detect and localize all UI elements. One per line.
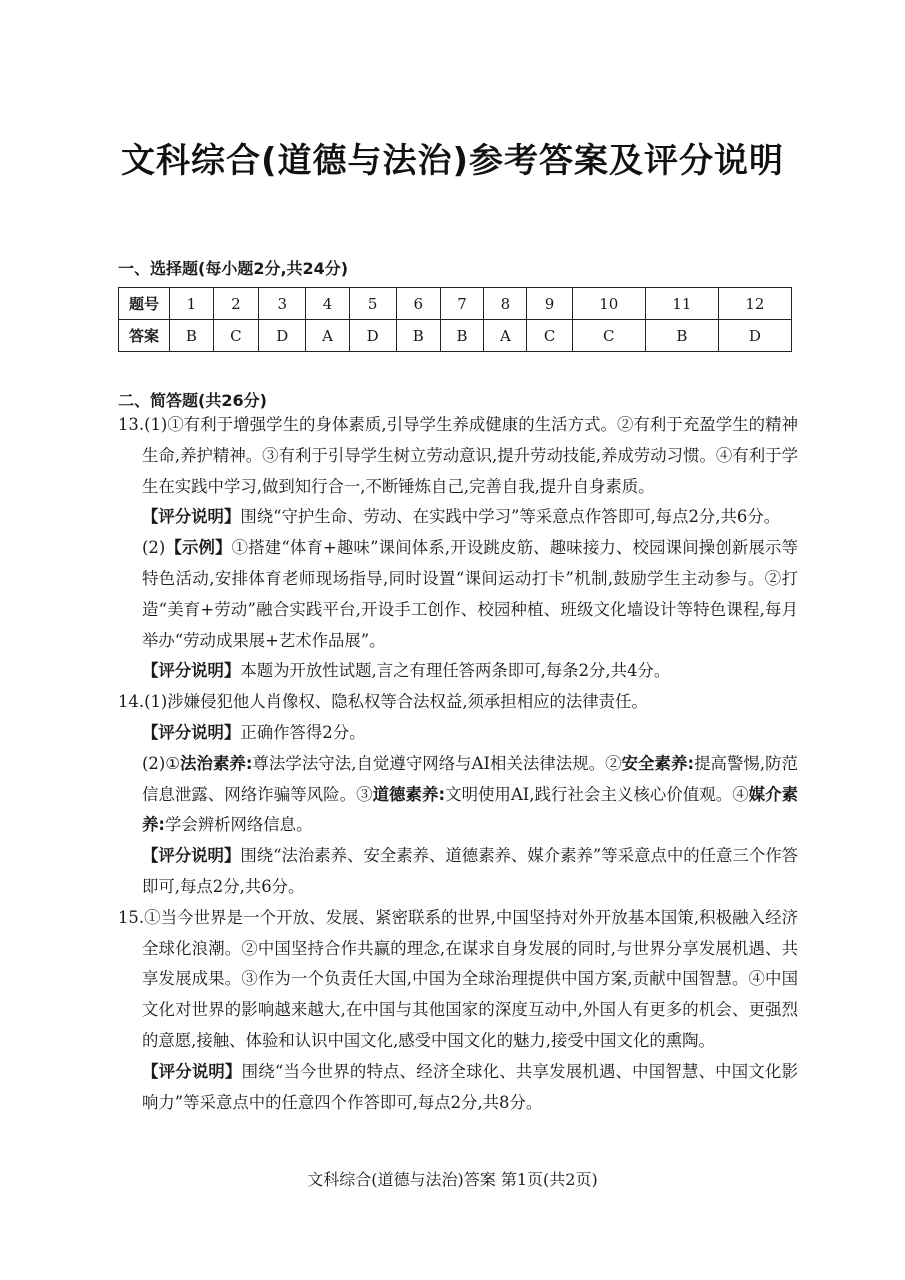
- keyword: 安全素养:: [621, 753, 695, 773]
- table-cell: 5: [349, 288, 396, 320]
- table-cell: D: [349, 320, 396, 352]
- table-cell: 2: [213, 288, 258, 320]
- table-cell: 4: [306, 288, 349, 320]
- q13-part2: [118, 533, 798, 656]
- row-label-numbers: 题号: [119, 288, 170, 320]
- page-footer: 文科综合(道德与法治)答案 第1页(共2页): [307, 1170, 598, 1189]
- example-tag: 【示例】: [165, 538, 232, 558]
- answer-table: [118, 287, 792, 352]
- q14-scoring-2: [118, 841, 798, 903]
- page-title: 文科综合(道德与法治)参考答案及评分说明: [120, 141, 785, 181]
- table-cell: B: [440, 320, 484, 352]
- scoring-tag: 【评分说明】: [142, 722, 241, 742]
- text-run: 学会辨析网络信息。: [164, 815, 313, 835]
- table-cell: C: [213, 320, 258, 352]
- q13-scoring-2: [118, 656, 798, 687]
- scoring-tag: 【评分说明】: [142, 507, 241, 527]
- scoring-text: 正确作答得2分。: [240, 722, 366, 742]
- scoring-tag: 【评分说明】: [142, 846, 241, 866]
- table-cell: 11: [645, 288, 718, 320]
- keyword: 道德素养:: [372, 784, 446, 804]
- table-cell: D: [718, 320, 791, 352]
- section-2-heading: 二、简答题(共26分): [118, 391, 267, 410]
- table-cell: 1: [170, 288, 214, 320]
- table-cell: 12: [718, 288, 791, 320]
- text-run: 尊法学法守法,自觉遵守网络与AI相关法律法规。②: [252, 753, 622, 773]
- q14-part1: 14.(1)涉嫌侵犯他人肖像权、隐私权等合法权益,须承担相应的法律责任。: [118, 692, 648, 712]
- text-run: (2)①: [142, 753, 181, 773]
- scoring-text: 本题为开放性试题,言之有理任答两条即可,每条2分,共4分。: [240, 661, 671, 681]
- answer-body: [118, 410, 798, 1118]
- table-row-numbers: [119, 288, 792, 320]
- row-label-answers: 答案: [119, 320, 170, 352]
- scoring-tag: 【评分说明】: [142, 1061, 242, 1081]
- scoring-text: 围绕“法治素养、安全素养、道德素养、媒介素养”等采意点中的任意三个作答即可,每点2分,共6分。: [142, 846, 798, 896]
- keyword: 媒介素养:: [142, 784, 799, 835]
- table-cell: B: [645, 320, 718, 352]
- table-cell: 3: [259, 288, 306, 320]
- q15-answer: 15.①当今世界是一个开放、发展、紧密联系的世界,中国坚持对外开放基本国策,积极融入经济全球化浪潮。②中国坚持合作共赢的理念,在谋求自身发展的同时,与世界分享发展机遇、共享发展成果。③作为一个负责任大国,中国为全球治理提供中国方案,贡献中国智慧。④中国文化对世界的影响越来越大,在中国与其他国家的深度互动中,外国人有更多的机会、更强烈的意愿,接触、体验和认识中国文化,感受中国文化的魅力,接受中国文化的熏陶。: [118, 907, 798, 1050]
- table-cell: 7: [440, 288, 484, 320]
- keyword: 法治素养:: [180, 753, 253, 773]
- table-cell: C: [572, 320, 645, 352]
- q13-scoring-1: [118, 502, 798, 533]
- table-cell: 10: [572, 288, 645, 320]
- q14-part2: [118, 749, 798, 841]
- table-cell: B: [170, 320, 214, 352]
- table-cell: A: [306, 320, 349, 352]
- table-cell: B: [396, 320, 440, 352]
- table-cell: 6: [396, 288, 440, 320]
- table-cell: 9: [527, 288, 572, 320]
- text-run: 文明使用AI,践行社会主义核心价值观。④: [445, 784, 749, 804]
- table-cell: D: [259, 320, 306, 352]
- table-cell: A: [484, 320, 527, 352]
- q15-scoring: [118, 1057, 798, 1119]
- q14-scoring-1: [118, 718, 798, 749]
- section-1-heading: 一、选择题(每小题2分,共24分): [118, 259, 349, 278]
- table-cell: C: [527, 320, 572, 352]
- scoring-text: 围绕“守护生命、劳动、在实践中学习”等采意点作答即可,每点2分,共6分。: [240, 507, 781, 527]
- table-row-answers: [119, 320, 792, 352]
- table-cell: 8: [484, 288, 527, 320]
- scoring-text: 围绕“当今世界的特点、经济全球化、共享发展机遇、中国智慧、中国文化影响力”等采意点中的任意四个作答即可,每点2分,共8分。: [142, 1061, 798, 1112]
- part-prefix: (2): [142, 538, 166, 558]
- text-run: 提高警惕,防范信息泄露、网络诈骗等风险。③: [142, 753, 799, 804]
- scoring-tag: 【评分说明】: [142, 661, 241, 681]
- q13-part1: 13.(1)①有利于增强学生的身体素质,引导学生养成健康的生活方式。②有利于充盈学生的精神生命,养护精神。③有利于引导学生树立劳动意识,提升劳动技能,养成劳动习惯。④有利于学生在实践中学习,做到知行合一,不断锤炼自己,完善自我,提升自身素质。: [118, 415, 798, 496]
- example-text: ①搭建“体育+趣味”课间体系,开设跳皮筋、趣味接力、校园课间操创新展示等特色活动,安排体育老师现场指导,同时设置“课间运动打卡”机制,鼓励学生主动参与。②打造“美育+劳动”融合实践平台,开设手工创作、校园种植、班级文化墙设计等特色课程,每月举办“劳动成果展+艺术作品展”。: [142, 538, 799, 650]
